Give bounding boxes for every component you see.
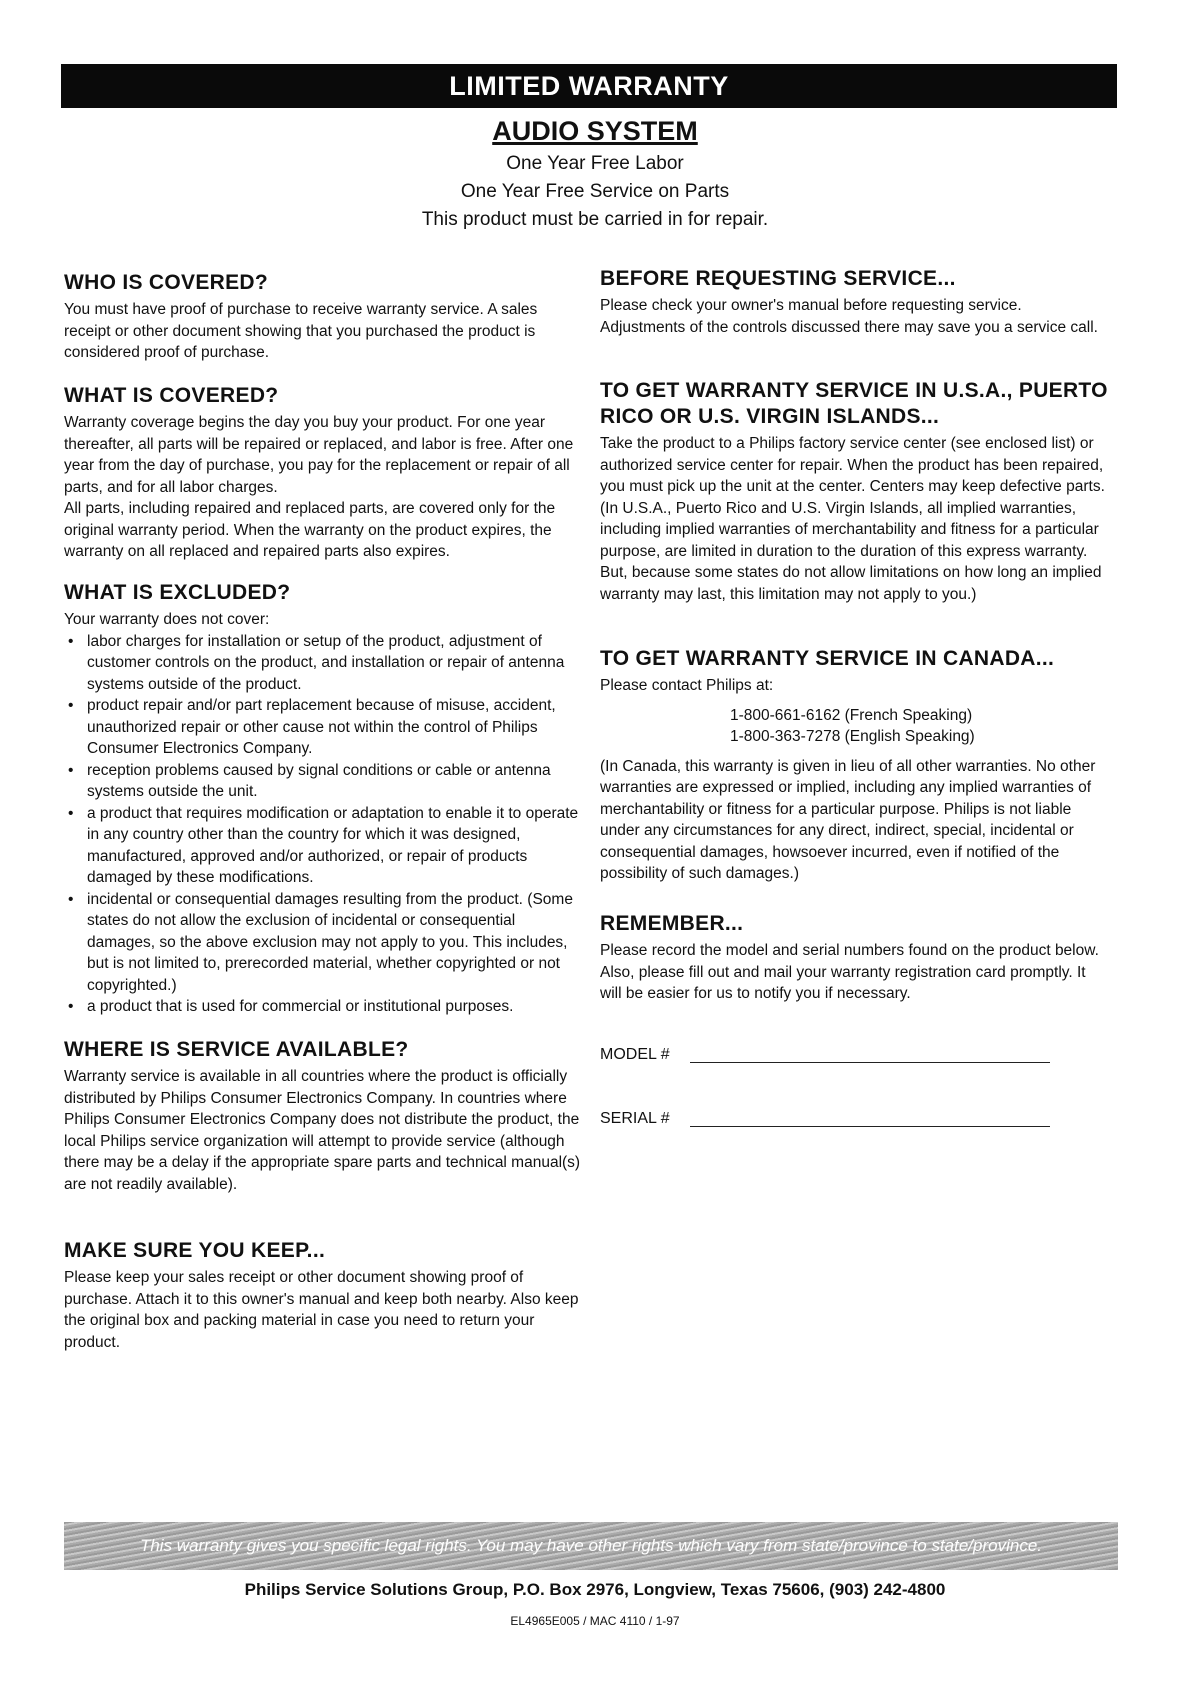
section-usa-service xyxy=(600,378,1110,605)
phone-list xyxy=(730,705,1110,748)
page-title xyxy=(0,116,1190,147)
service-address: Philips Service Solutions Group, P.O. Box 2976, Longview, Texas 75606, (903) 242-4800 xyxy=(244,1580,946,1599)
list-item: • incidental or consequential damages resulting from the product. (Some states do not allow the exclusion of incidental or consequential damages, so the above exclusion may not apply to you. This includes, but is not limited to, prerecorded material, whether copyrighted or not copyrighted.) xyxy=(87,889,582,997)
body: Warranty coverage begins the day you buy your product. For one year thereafter, all parts will be repaired or replaced, and labor is free. After one year from the day of purchase, you pay for the replacement or repair of all parts, and for all labor charges. xyxy=(64,414,574,496)
subtitle-carry-in: This product must be carried in for repair. xyxy=(421,209,769,230)
intro: Please contact Philips at: xyxy=(600,677,774,694)
heading: WHAT IS COVERED? xyxy=(64,384,279,407)
body: Please record the model and serial numbers found on the product below. Also, please fill out and mail your warranty registration card promptly. It will be easier for us to notify you if necessary. xyxy=(600,942,1099,1002)
phone-french: 1-800-661-6162 (French Speaking) xyxy=(730,706,973,724)
body: You must have proof of purchase to receive warranty service. A sales receipt or other document showing that you purchased the product is considered proof of purchase. xyxy=(64,301,538,361)
serial-input-line[interactable] xyxy=(690,1126,1050,1127)
body: Please check your owner's manual before requesting service. Adjustments of the controls discussed there may save you a service call. xyxy=(600,297,1098,336)
section-keep xyxy=(64,1238,582,1353)
title-text: AUDIO SYSTEM xyxy=(492,116,698,146)
list-item: • labor charges for installation or setup of the product, adjustment of customer controls on the product, and installation or repair of antenna systems outside of the product. xyxy=(87,631,582,696)
body: (In Canada, this warranty is given in lieu of all other warranties. No other warranties are expressed or implied, including any implied warranties of merchantability or fitness for a particular purpose. Philips is not liable under any circumstances for any direct, indirect, special, incidental or consequential damages, howsoever incurred, even if notified of the possibility of such damages.) xyxy=(600,757,1096,882)
legal-rights-banner: This warranty gives you specific legal rights. You may have other rights which vary from state/province to state/province. xyxy=(64,1522,1118,1570)
section-what-covered xyxy=(64,383,582,563)
section-remember xyxy=(600,911,1110,1005)
model-label: MODEL # xyxy=(600,1046,670,1063)
excluded-list xyxy=(64,631,582,1018)
model-input-line[interactable] xyxy=(690,1062,1050,1063)
heading: MAKE SURE YOU KEEP... xyxy=(64,1239,326,1262)
heading: REMEMBER... xyxy=(600,912,744,935)
model-number-field[interactable] xyxy=(600,1046,1050,1064)
section-what-excluded xyxy=(64,580,582,1018)
serial-number-field[interactable] xyxy=(600,1110,1050,1128)
heading: WHAT IS EXCLUDED? xyxy=(64,581,291,604)
subtitle-labor: One Year Free Labor xyxy=(506,153,684,174)
phone-english: 1-800-363-7278 (English Speaking) xyxy=(730,728,975,745)
heading: WHO IS COVERED? xyxy=(64,271,269,294)
heading: TO GET WARRANTY SERVICE IN U.S.A., PUERTO RICO OR U.S. VIRGIN ISLANDS... xyxy=(600,379,1108,428)
list-item: • a product that is used for commercial or institutional purposes. xyxy=(87,996,582,1018)
section-canada-service xyxy=(600,646,1110,885)
list-item: • reception problems caused by signal conditions or cable or antenna systems outside the unit. xyxy=(87,760,582,803)
serial-label: SERIAL # xyxy=(600,1110,670,1127)
list-item: • product repair and/or part replacement because of misuse, accident, unauthorized repair or other cause not within the control of Philips Consumer Electronics Company. xyxy=(87,695,582,760)
heading: WHERE IS SERVICE AVAILABLE? xyxy=(64,1038,409,1061)
list-item: • a product that requires modification or adaptation to enable it to operate in any country other than the country for which it was designed, manufactured, approved and/or authorized, or repair of products damaged by these modifications. xyxy=(87,803,582,889)
section-before-service xyxy=(600,266,1110,338)
section-who-covered xyxy=(64,270,582,364)
document-code: EL4965E005 / MAC 4110 / 1-97 xyxy=(510,1614,680,1628)
heading: BEFORE REQUESTING SERVICE... xyxy=(600,267,956,290)
section-where-service xyxy=(64,1037,582,1195)
body: Take the product to a Philips factory service center (see enclosed list) or authorized service center for repair. When the product has been repaired, you must pick up the unit at the center. Centers may keep defective parts. (In U.S.A., Puerto Rico and U.S. Virgin Islands, all implied warranties, including implied warranties of merchantability and fitness for a particular purpose, are limited in duration to the duration of this express warranty. But, because some states do not allow limitations on how long an implied warranty may last, this limitation may not apply to you.) xyxy=(600,435,1105,603)
body: All parts, including repaired and replaced parts, are covered only for the original warranty period. When the warranty on the product expires, the warranty on all replaced and repaired parts also expires. xyxy=(64,500,556,560)
body: Warranty service is available in all countries where the product is officially distributed by Philips Consumer Electronics Company. In countries where Philips Consumer Electronics Company does not distribute the product, the local Philips service organization will attempt to provide service (although there may be a delay if the appropriate spare parts and technical manual(s) are not readily available). xyxy=(64,1068,581,1193)
heading: TO GET WARRANTY SERVICE IN CANADA... xyxy=(600,647,1055,670)
body: Please keep your sales receipt or other document showing proof of purchase. Attach it to this owner's manual and keep both nearby. Also keep the original box and packing material in case you need to return your product. xyxy=(64,1269,579,1351)
limited-warranty-banner: LIMITED WARRANTY xyxy=(61,64,1117,108)
subtitle-parts: One Year Free Service on Parts xyxy=(460,181,730,202)
intro: Your warranty does not cover: xyxy=(64,611,270,628)
